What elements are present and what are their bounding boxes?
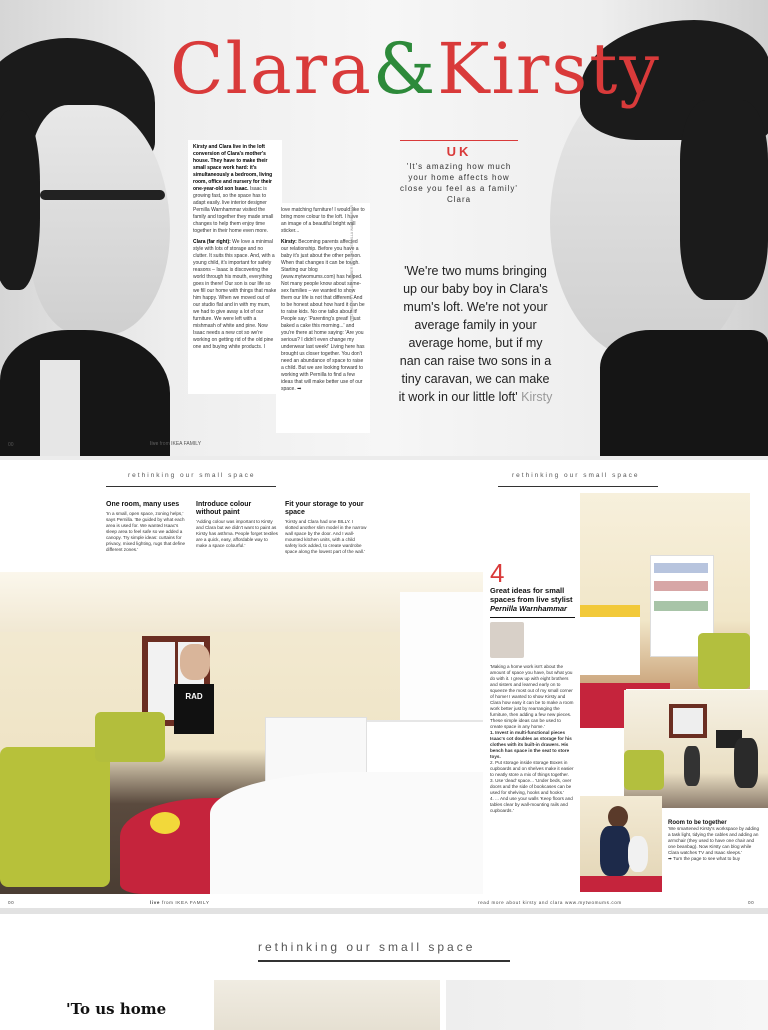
intro-column-1: Kirsty and Clara live in the loft conversion of Clara's mother's house. They have to make their small space work hard: it's simultaneously a bedroom, living room, office and nursery for their one-year-old son Isaac. Isaac is growing fast, so the space has to adapt easily. live interior designer Pernilla Warnhammar visited the family and together they made small changes to help them enjoy time together in their home even more. Clara (far right): We love a minimal style with lots of storage and no clutter. It suits this space. And, with a young child, it's important for safety reasons – Isaac is discovering the world through his mouth, everything goes in there! Our son is our life so we fill our home with things that make him happy. When we moved out of our studio flat and in with my mum, we had to give away a lot of our furniture. We were left with a mishmash of white and pine. Now Isaac needs a new cot so we're working on getting rid of the old pine one and buying white products. I bbox=[188, 140, 282, 394]
section-rule-left bbox=[106, 486, 276, 487]
photo-plant-preview bbox=[214, 980, 440, 1030]
footer-brand: live from IKEA FAMILY bbox=[150, 441, 202, 447]
article-title: Clara&Kirsty bbox=[170, 28, 661, 110]
footer-blog-link: read more about kirsty and clara www.mytwomums.com bbox=[478, 900, 622, 905]
spread-rethinking bbox=[0, 456, 768, 912]
ideas-column: 4 Great ideas for small spaces from live stylist Pernilla Warnhammar 'Making a home work isn't about the amount of space you have, but what you do with it. I grew up with eight brothers and sisters and learned early on to squeeze the most out of my small corner of home! I wanted to show Kirsty and Clara how easy it can be to make a room work better just by rearranging the furniture, then adding a few new pieces. These simple ideas can be used to create space in any home.' 1. Invest in multi-functional pieces Isaac's cot doubles as storage for his clothes with its built-in drawers. His bench has space in the seat to store toys. 2. Put storage inside storage Boxes in cupboards and on shelves make it easier to neatly store a mix of things together. 3. Use 'dead' space... 'Under beds, over doors and the side of bookcases can be used for shelving, hooks and hooks.' 4. ... And use your walls 'Keep floors and tables clear by wall-mounting rails and cupboards.' bbox=[490, 558, 574, 813]
tip-2: Introduce colour without paint 'Adding colour was important to Kirsty and Clara but we didn't want to paint as Kirsty has asthma. People forget textiles are a quick, easy, affordable way to make a space colourful.' bbox=[196, 501, 278, 548]
ideas-number: 4 bbox=[490, 558, 505, 588]
photo-bookcase bbox=[580, 493, 750, 689]
page-number-right: 00 bbox=[748, 900, 755, 905]
photo-mother-child bbox=[580, 796, 662, 892]
photo-rug-detail bbox=[580, 688, 626, 728]
short-quote: 'It's amazing how much your home affects how close you feel as a family' Clara bbox=[400, 162, 518, 204]
spread-next bbox=[0, 908, 768, 1030]
tip-1: One room, many uses 'In a small, open space, zoning helps,' says Pernilla. 'Be guided by what each area is used for. We wanted Isaac's sleep area to feel safe so we added a canopy. Try simple ideas: curtains for privacy, mixed lighting, rugs that define different zones.' bbox=[106, 501, 186, 552]
country-callout bbox=[400, 140, 518, 205]
section-rule-right bbox=[498, 486, 658, 487]
photo-preview-right bbox=[446, 980, 768, 1030]
section-label-left: rethinking our small space bbox=[128, 472, 256, 479]
photo-loft-room bbox=[0, 572, 483, 894]
shirt-print: RAD bbox=[174, 684, 214, 734]
page-number-left: 00 bbox=[8, 900, 15, 905]
caption-room-together: Room to be together 'We smartened Kirsty's workspace by adding a task light, tidying the cables and adding an armchair (they used to have one chair and one beanbag). Now Kirsty can blog while Clara watches TV and Isaac sleeps.' ➡ Turn the page to see what to buy bbox=[668, 820, 760, 861]
photo-workspace bbox=[624, 690, 768, 808]
section-rule-next bbox=[258, 960, 510, 962]
footer-brand-left: live from IKEA FAMILY bbox=[150, 900, 210, 905]
stylist-avatar bbox=[490, 622, 524, 658]
country-label: UK bbox=[446, 144, 472, 159]
next-quote: 'To us home bbox=[66, 1000, 167, 1018]
intro-column-2: love matching furniture! I would like to bring more colour to the loft. I have an image of a beautiful bright wall sticker... Kirsty: Becoming parents affected our relationship. Before you have a baby it's just about the other person. When that changes it can be tough. Starting our blog (www.mytwomums.com) has helped. Not many people know about same-sex families – we wanted to show them our life is not that different. And to be honest about how hard it can be to raise kids. No one talks about it! People say: 'Parenting's great! I just baked a cake this morning...' and you're there at home saying: 'Are you serious? I didn't even change my underwear last week!' Living here has brought us closer together. You don't need an abundance of space to raise a child. But we are looking forward to working with Pernilla to find a few ideas that will make better use of our space. ➡ bbox=[276, 203, 370, 433]
pull-quote: 'We're two mums bringing up our baby boy in Clara's mum's loft. We're not your average family in your average home, but if my nan can raise two sons in a tiny caravan, we can make it work in our little loft' Kirsty bbox=[398, 264, 553, 404]
photo-credit: PHOTOGRAPHY: BLAIR BAMBER STYLING: PERNILLA WARNHAMMAR bbox=[350, 205, 354, 322]
page-number: 00 bbox=[8, 442, 14, 448]
tip-3: Fit your storage to your space 'Kirsty and Clara had one BILLY. I slotted another slim model in the narrow wall space by the door. And I wall-mounted kitchen units, with a child safety lock added, to create wardrobe space along the lowest part of the wall.' bbox=[285, 501, 367, 554]
section-label-right: rethinking our small space bbox=[512, 472, 640, 479]
spread-intro bbox=[0, 0, 768, 456]
section-label-next: rethinking our small space bbox=[258, 940, 476, 954]
